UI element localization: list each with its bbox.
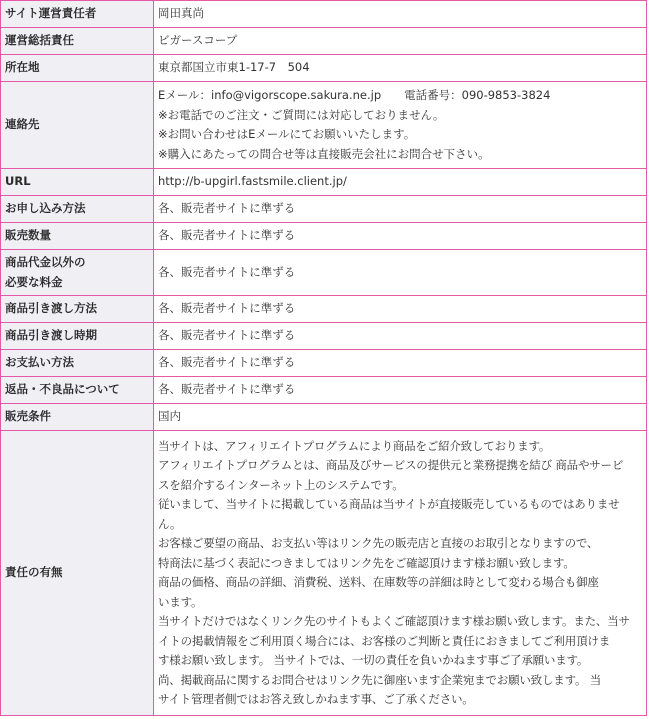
row-label: お申し込み方法 [1, 196, 154, 223]
info-row [1, 431, 647, 716]
info-row [1, 82, 647, 169]
row-value [154, 431, 647, 716]
value-line: ビガースコープ [158, 33, 238, 48]
value-line: 各、販売者サイトに準ずる [158, 264, 296, 279]
row-label: 連絡先 [1, 82, 154, 169]
info-row [1, 250, 647, 296]
value-line: 各、販売者サイトに準ずる [158, 382, 296, 397]
value-line: 従いまして、当サイトに掲載している商品は当サイトが直接販売しているものではありませ [158, 497, 620, 511]
seller-info-body [1, 1, 647, 716]
row-label: 返品・不良品について [1, 377, 154, 404]
info-row [1, 28, 647, 55]
value-line: す様お願い致します。 当サイトでは、一切の責任を負いかねます事ご了承願います。 [158, 653, 589, 667]
value-line: サイト管理者側ではお答え致しかねます事、ご了承ください。 [158, 692, 474, 706]
row-label: お支払い方法 [1, 350, 154, 377]
row-value [154, 296, 647, 323]
row-value [154, 28, 647, 55]
value-line: 各、販売者サイトに準ずる [158, 355, 296, 370]
info-row [1, 377, 647, 404]
row-value [154, 55, 647, 82]
info-row [1, 1, 647, 28]
row-value [154, 377, 647, 404]
value-line: 各、販売者サイトに準ずる [158, 228, 296, 243]
value-line: 各、販売者サイトに準ずる [158, 301, 296, 316]
row-value [154, 404, 647, 431]
row-value [154, 350, 647, 377]
value-line: います。 [158, 594, 203, 609]
value-line: ※お問い合わせはEメールにてお願いいたします。 [158, 127, 416, 141]
value-line: ※お電話でのご注文・ご質問には対応しておりません。 [158, 107, 445, 122]
row-value [154, 196, 647, 223]
value-line: 尚、掲載商品に関するお問合せはリンク先に御座います企業宛までお願い致します。 当 [158, 672, 602, 687]
value-line: アフィリエイトプログラムとは、商品及びサービスの提供元と業務提携を結び 商品やサービ [158, 458, 624, 472]
info-row [1, 350, 647, 377]
row-label: 責任の有無 [1, 431, 154, 716]
row-value [154, 250, 647, 296]
row-label: 商品引き渡し時期 [1, 323, 154, 350]
info-row [1, 169, 647, 196]
value-line: スを紹介するインターネット上のシステムです。 [158, 477, 404, 492]
row-value [154, 169, 647, 196]
row-label: 商品代金以外の 必要な料金 [1, 250, 154, 296]
value-line: 各、販売者サイトに準ずる [158, 201, 296, 216]
row-value [154, 82, 647, 169]
row-label: サイト運営責任者 [1, 1, 154, 28]
row-label: 販売条件 [1, 404, 154, 431]
value-line: 当サイトだけではなくリンク先のサイトもよくご確認頂けます様お願い致します。また、当サ [158, 614, 630, 628]
info-row [1, 223, 647, 250]
info-row [1, 55, 647, 82]
value-line: Eメール：info@vigorscope.sakura.ne.jp 電話番号：090-9853-3824 [158, 88, 551, 102]
value-line: 東京都国立市東1-17-7 504 [158, 60, 310, 75]
info-row [1, 323, 647, 350]
value-line: http://b-upgirl.fastsmile.client.jp/ [158, 174, 347, 189]
value-line: 国内 [158, 409, 181, 424]
value-line: イトの掲載情報をご利用頂く場合には、お客様のご判断と責任におきましてご利用頂けま [158, 633, 610, 648]
value-line: 商品の価格、商品の詳細、消費税、送料、在庫数等の詳細は時として変わる場合も御座 [158, 575, 599, 589]
value-line: 岡田真尚 [158, 6, 204, 21]
value-line: 各、販売者サイトに準ずる [158, 328, 296, 343]
value-line: ん。 [158, 516, 182, 531]
row-label: URL [1, 169, 154, 196]
row-label: 運営総括責任 [1, 28, 154, 55]
value-line: 当サイトは、アフィリエイトプログラムにより商品をご紹介致しております。 [158, 438, 551, 453]
row-label: 所在地 [1, 55, 154, 82]
row-value [154, 1, 647, 28]
value-line: お客様ご要望の商品、お支払い等はリンク先の販売店と直接のお取引となりますので、 [158, 536, 599, 550]
row-label: 販売数量 [1, 223, 154, 250]
info-row [1, 196, 647, 223]
info-row [1, 296, 647, 323]
value-line: ※購入にあたっての問合せ等は直接販売会社にお問合せ下さい。 [158, 146, 490, 161]
info-row [1, 404, 647, 431]
row-label: 商品引き渡し方法 [1, 296, 154, 323]
value-line: 特商法に基づく表記につきましてはリンク先をご確認頂けます様お願い致します。 [158, 555, 575, 570]
row-value [154, 323, 647, 350]
row-value [154, 223, 647, 250]
